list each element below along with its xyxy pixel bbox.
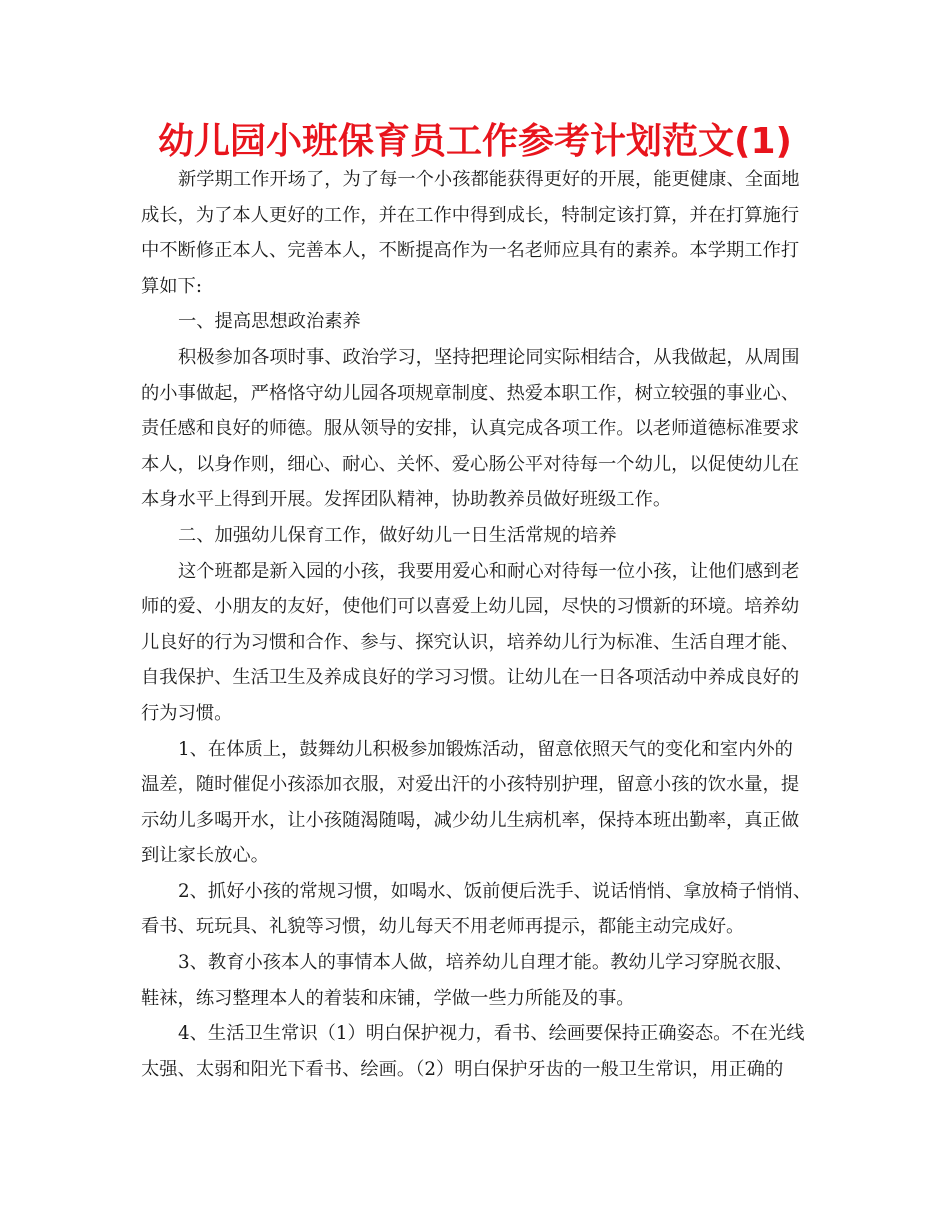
paragraph-line: 师的爱、小朋友的友好，使他们可以喜爱上幼儿园，尽快的习惯新的环境。培养幼 [141,596,800,618]
list-item-line: 3、教育小孩本人的事情本人做，培养幼儿自理才能。教幼儿学习穿脱衣服、 [178,952,793,974]
list-item-line: 看书、玩玩具、礼貌等习惯，幼儿每天不用老师再提示，都能主动完成好。 [141,916,745,938]
list-item-line: 示幼儿多喝开水，让小孩随渴随喝，减少幼儿生病机率，保持本班出勤率，真正做 [141,809,800,831]
paragraph-line: 本身水平上得到开展。发挥团队精神，协助教养员做好班级工作。 [141,489,672,511]
section-heading: 二、加强幼儿保育工作，做好幼儿一日生活常规的培养 [178,524,617,546]
paragraph-line: 算如下: [141,275,203,297]
list-item-line: 到让家长放心。 [141,845,269,867]
list-item-line: 2、抓好小孩的常规习惯，如喝水、饭前便后洗手、说话悄悄、拿放椅子悄悄、 [178,880,812,902]
paragraph-line: 责任感和良好的师德。服从领导的安排，认真完成各项工作。以老师道德标准要求 [141,418,800,440]
paragraph-line: 行为习惯。 [141,702,233,724]
paragraph-line: 中不断修正本人、完善本人，不断提高作为一名老师应具有的素养。本学期工作打 [141,240,800,262]
section-heading: 一、提高思想政治素养 [178,311,361,333]
list-item-line: 1、在体质上，鼓舞幼儿积极参加锻炼活动，留意依照天气的变化和室内外的 [178,738,793,760]
paragraph-line: 自我保护、生活卫生及养成良好的学习习惯。让幼儿在一日各项活动中养成良好的 [141,667,800,689]
list-item-line: 4、生活卫生常识（1）明白保护视力，看书、绘画要保持正确姿态。不在光线 [178,1023,805,1045]
list-item-line: 鞋袜，练习整理本人的着装和床铺，学做一些力所能及的事。 [141,987,635,1009]
list-item-line: 温差，随时催促小孩添加衣服，对爱出汗的小孩特别护理，留意小孩的饮水量，提 [141,774,800,796]
paragraph-line: 新学期工作开场了，为了每一个小孩都能获得更好的开展，能更健康、全面地 [178,169,800,190]
paragraph-line: 积极参加各项时事、政治学习，坚持把理论同实际相结合，从我做起，从周围 [178,346,800,368]
document-body [141,162,821,1087]
paragraph-line: 的小事做起，严格恪守幼儿园各项规章制度、热爱本职工作，树立较强的事业心、 [141,382,800,404]
paragraph-line: 儿良好的行为习惯和合作、参与、探究认识，培养幼儿行为标准、生活自理才能、 [141,631,800,653]
document-title: 幼儿园小班保育员工作参考计划范文(1) [158,121,792,162]
paragraph-line: 这个班都是新入园的小孩，我要用爱心和耐心对待每一位小孩，让他们感到老 [178,560,800,582]
paragraph-line: 成长，为了本人更好的工作，并在工作中得到成长，特制定该打算，并在打算施行 [141,204,800,226]
list-item-line: 太强、太弱和阳光下看书、绘画。（2）明白保护牙齿的一般卫生常识，用正确的 [141,1058,784,1080]
paragraph-line: 本人，以身作则，细心、耐心、关怀、爱心肠公平对待每一个幼儿，以促使幼儿在 [141,453,800,475]
